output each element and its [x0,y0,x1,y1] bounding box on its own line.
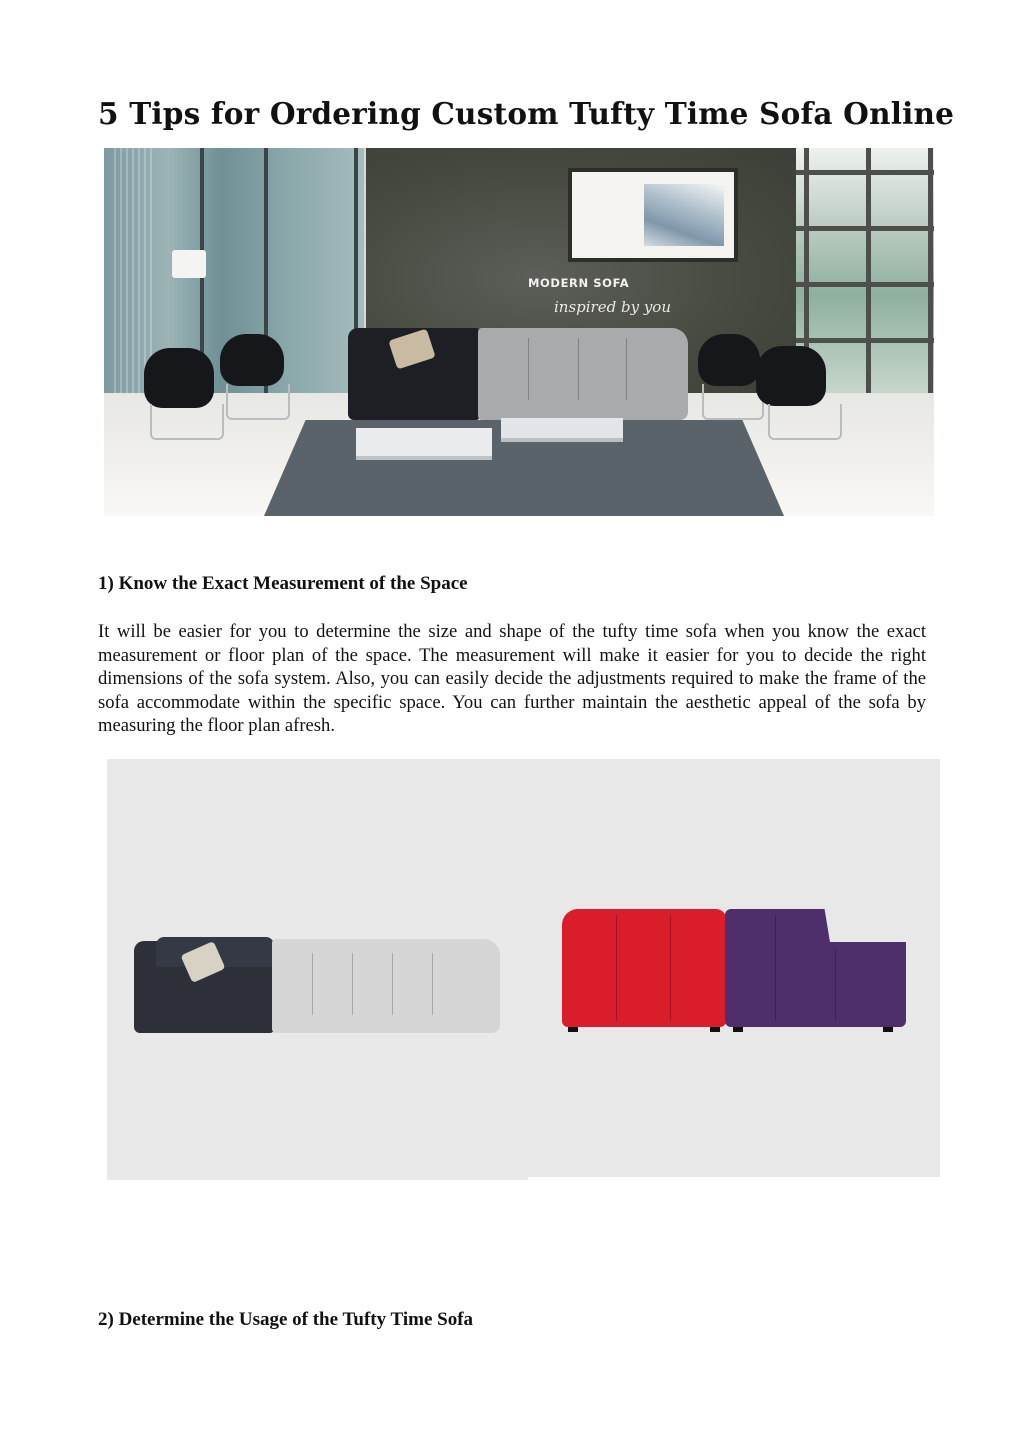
art-burst [644,184,724,246]
lounge-chair [220,334,284,386]
sofa-light-section [478,328,688,420]
lounge-chair [756,346,826,406]
tuft-seam [578,338,579,400]
tuft-seam [528,338,529,400]
sofa-purple-section [725,909,906,1027]
chair-leg [226,384,290,420]
sofa-light-section [272,939,500,1033]
tuft-seam [392,953,393,1015]
sofa-foot [710,1027,720,1032]
sofa-photo-red-purple [528,759,940,1177]
coffee-table [356,428,492,460]
window-grid [796,282,934,287]
sofa-foot [568,1027,578,1032]
tuft-seam [616,915,617,1021]
sofa-foot [733,1027,743,1032]
window-grid [796,338,934,343]
window-grid [796,226,934,231]
document-title: 5 Tips for Ordering Custom Tufty Time Sofa Online [98,96,955,131]
section-1-heading: 1) Know the Exact Measurement of the Space [98,573,468,594]
hero-overlay-tagline: inspired by you [554,298,671,316]
window-grid [866,148,871,393]
chair-leg [702,384,764,420]
wall-art [568,168,738,262]
sofa-foot [883,1027,893,1032]
window-grid [928,148,933,393]
lounge-chair [144,348,214,408]
window-grid [796,170,934,175]
section-1-paragraph: It will be easier for you to determine the size and shape of the tufty time sofa when you know the exact measurement or floor plan of the space. The measurement will make it easier for you to decide the right dimensions of the sofa system. Also, you can easily decide the adjustments required to make the frame of the sofa accommodate within the specific space. You can further maintain the aesthetic appeal of the sofa by measuring the floor plan afresh. [98,621,926,737]
lounge-chair [698,334,760,386]
tuft-seam [626,338,627,400]
tuft-seam [312,953,313,1015]
curtain [114,148,154,393]
sofa-red-section [562,909,726,1027]
tuft-seam [835,949,836,1021]
tuft-seam [432,953,433,1015]
tuft-seam [775,915,776,1021]
coffee-table [501,418,623,442]
chair-leg [150,404,224,440]
tuft-seam [670,915,671,1021]
tuft-seam [352,953,353,1015]
sofa-photo-black-grey [107,759,528,1180]
floor-lamp [172,250,206,278]
section-2-heading: 2) Determine the Usage of the Tufty Time Sofa [98,1309,474,1330]
hero-overlay-heading: MODERN SOFA [528,276,630,290]
chair-leg [768,404,842,440]
hero-image [104,148,934,516]
